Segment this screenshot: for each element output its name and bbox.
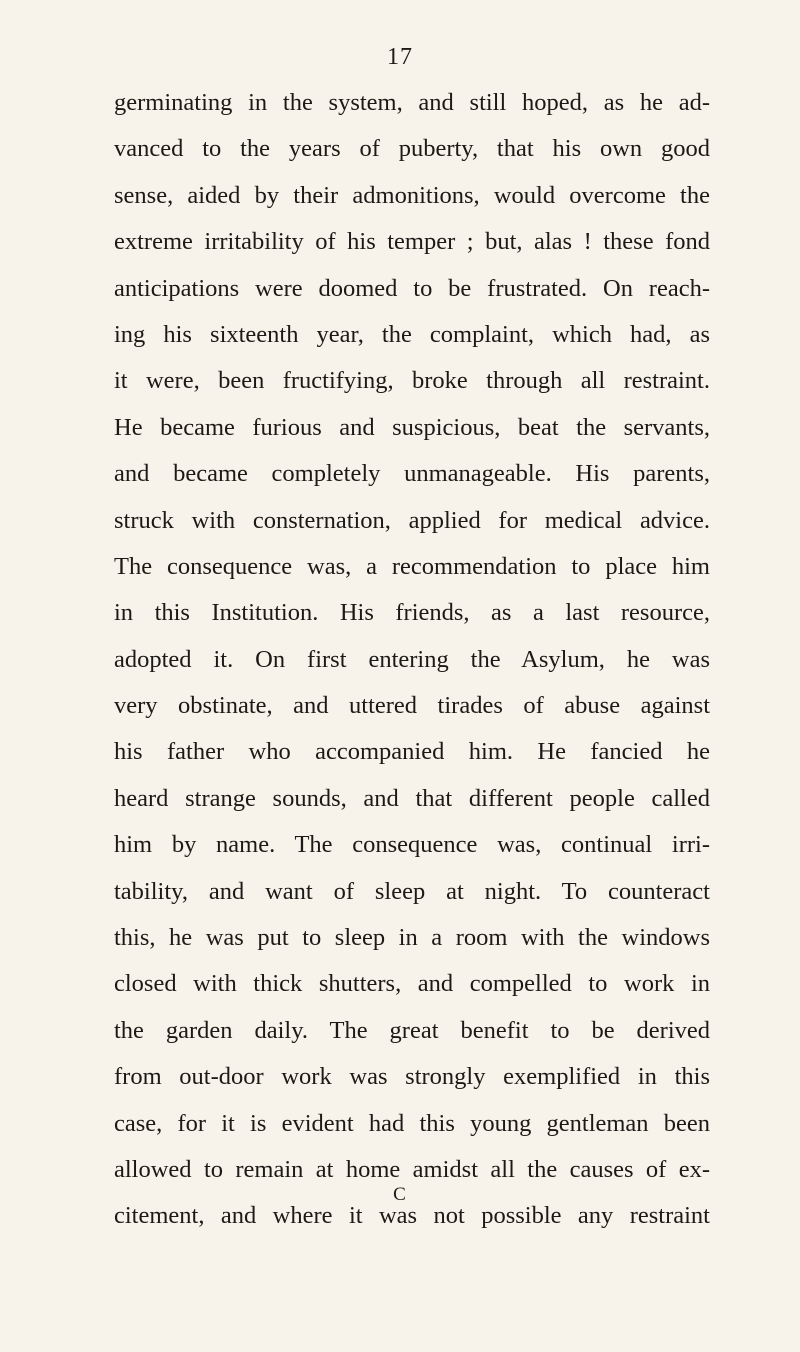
text-line: in this Institution. His friends, as a last resource, (114, 599, 710, 627)
text-line: his father who accompanied him. He fancied he (114, 738, 710, 766)
text-line: struck with consternation, applied for medical advice. (114, 506, 710, 534)
text-line: him by name. The consequence was, continual irri- (114, 831, 710, 859)
text-line: case, for it is evident had this young gentleman been (114, 1109, 710, 1137)
text-line: from out-door work was strongly exemplified in this (114, 1063, 710, 1091)
text-line: adopted it. On first entering the Asylum, he was (114, 645, 710, 673)
text-line: tability, and want of sleep at night. To counteract (114, 877, 710, 905)
text-line: germinating in the system, and still hoped, as he ad- (114, 89, 710, 116)
text-line: extreme irritability of his temper ; but, alas ! these fond (114, 228, 710, 256)
text-line: citement, and where it was not possible any restraint (114, 1202, 710, 1230)
text-line: The consequence was, a recommendation to place him (114, 552, 710, 580)
text-line: sense, aided by their admonitions, would overcome the (114, 181, 710, 209)
text-line: He became furious and suspicious, beat the servants, (114, 413, 710, 441)
body-text (114, 88, 710, 1248)
text-line: vanced to the years of puberty, that his own good (114, 135, 710, 163)
text-line: and became completely unmanageable. His parents, (114, 460, 710, 488)
text-line: allowed to remain at home amidst all the causes of ex- (114, 1155, 710, 1183)
text-line: ing his sixteenth year, the complaint, which had, as (114, 320, 710, 348)
text-line: this, he was put to sleep in a room with the windows (114, 924, 710, 952)
text-line: closed with thick shutters, and compelled to work in (114, 970, 710, 998)
signature-mark: C (393, 1184, 407, 1205)
text-line: it were, been fructifying, broke through all restraint. (114, 367, 710, 395)
text-line: anticipations were doomed to be frustrated. On reach- (114, 274, 710, 302)
text-line: heard strange sounds, and that different people called (114, 784, 710, 812)
text-line: very obstinate, and uttered tirades of abuse against (114, 692, 710, 720)
page-number: 17 (387, 44, 413, 70)
text-line: the garden daily. The great benefit to be derived (114, 1016, 710, 1044)
